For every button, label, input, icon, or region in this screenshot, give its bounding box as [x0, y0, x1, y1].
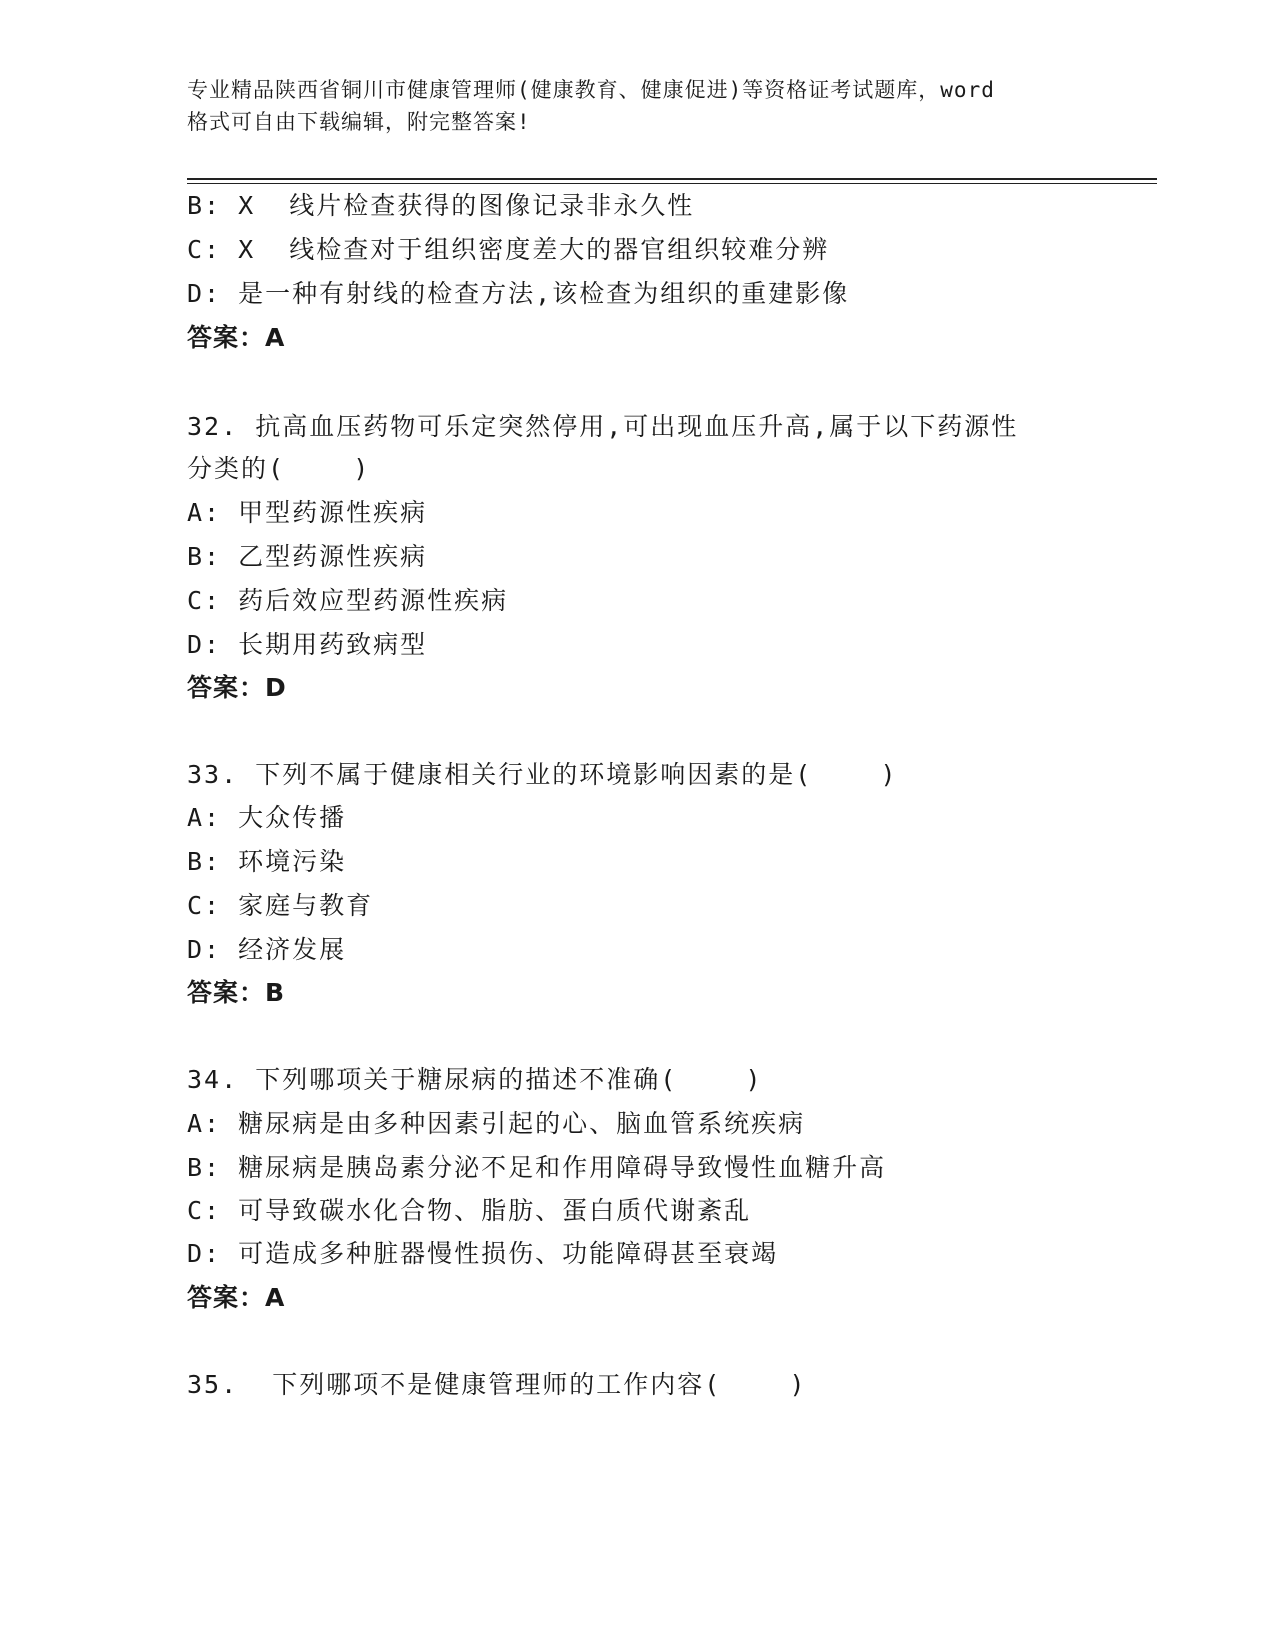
q34-answer: 答案：A — [187, 1283, 286, 1312]
q31-answer: 答案：A — [187, 323, 286, 352]
header-line-1: 专业精品陕西省铜川市健康管理师(健康教育、健康促进)等资格证考试题库，word — [187, 78, 995, 102]
q33-option-c: C: 家庭与教育 — [187, 891, 374, 920]
q35-stem: 35. 下列哪项不是健康管理师的工作内容( ) — [187, 1370, 807, 1399]
q31-option-d: D: 是一种有射线的检查方法,该检查为组织的重建影像 — [187, 279, 850, 308]
q32-option-d: D: 长期用药致病型 — [187, 630, 428, 659]
q34-option-a: A: 糖尿病是由多种因素引起的心、脑血管系统疾病 — [187, 1109, 806, 1138]
header-line-2: 格式可自由下载编辑，附完整答案! — [187, 110, 531, 134]
q33-option-d: D: 经济发展 — [187, 935, 347, 964]
q34-option-c: C: 可导致碳水化合物、脂肪、蛋白质代谢紊乱 — [187, 1196, 752, 1225]
q31-option-c: C: X 线检查对于组织密度差大的器官组织较难分辨 — [187, 235, 830, 264]
q34-stem: 34. 下列哪项关于糖尿病的描述不准确( ) — [187, 1065, 763, 1094]
q32-stem-line-2: 分类的( ) — [187, 454, 371, 483]
q33-option-b: B: 环境污染 — [187, 847, 347, 876]
q33-answer: 答案：B — [187, 978, 286, 1007]
q31-option-b: B: X 线片检查获得的图像记录非永久性 — [187, 191, 695, 220]
document-header — [187, 74, 1107, 138]
q34-option-b: B: 糖尿病是胰岛素分泌不足和作用障碍导致慢性血糖升高 — [187, 1153, 887, 1182]
q32-stem-line-1: 32. 抗高血压药物可乐定突然停用,可出现血压升高,属于以下药源性 — [187, 412, 1019, 441]
header-divider-thin — [187, 183, 1157, 184]
q33-stem: 33. 下列不属于健康相关行业的环境影响因素的是( ) — [187, 760, 898, 789]
q34-option-d: D: 可造成多种脏器慢性损伤、功能障碍甚至衰竭 — [187, 1239, 779, 1268]
q33-option-a: A: 大众传播 — [187, 803, 347, 832]
q32-option-c: C: 药后效应型药源性疾病 — [187, 586, 509, 615]
q32-answer: 答案：D — [187, 673, 287, 702]
header-divider-thick — [187, 178, 1157, 180]
q32-option-a: A: 甲型药源性疾病 — [187, 498, 428, 527]
q32-option-b: B: 乙型药源性疾病 — [187, 542, 428, 571]
